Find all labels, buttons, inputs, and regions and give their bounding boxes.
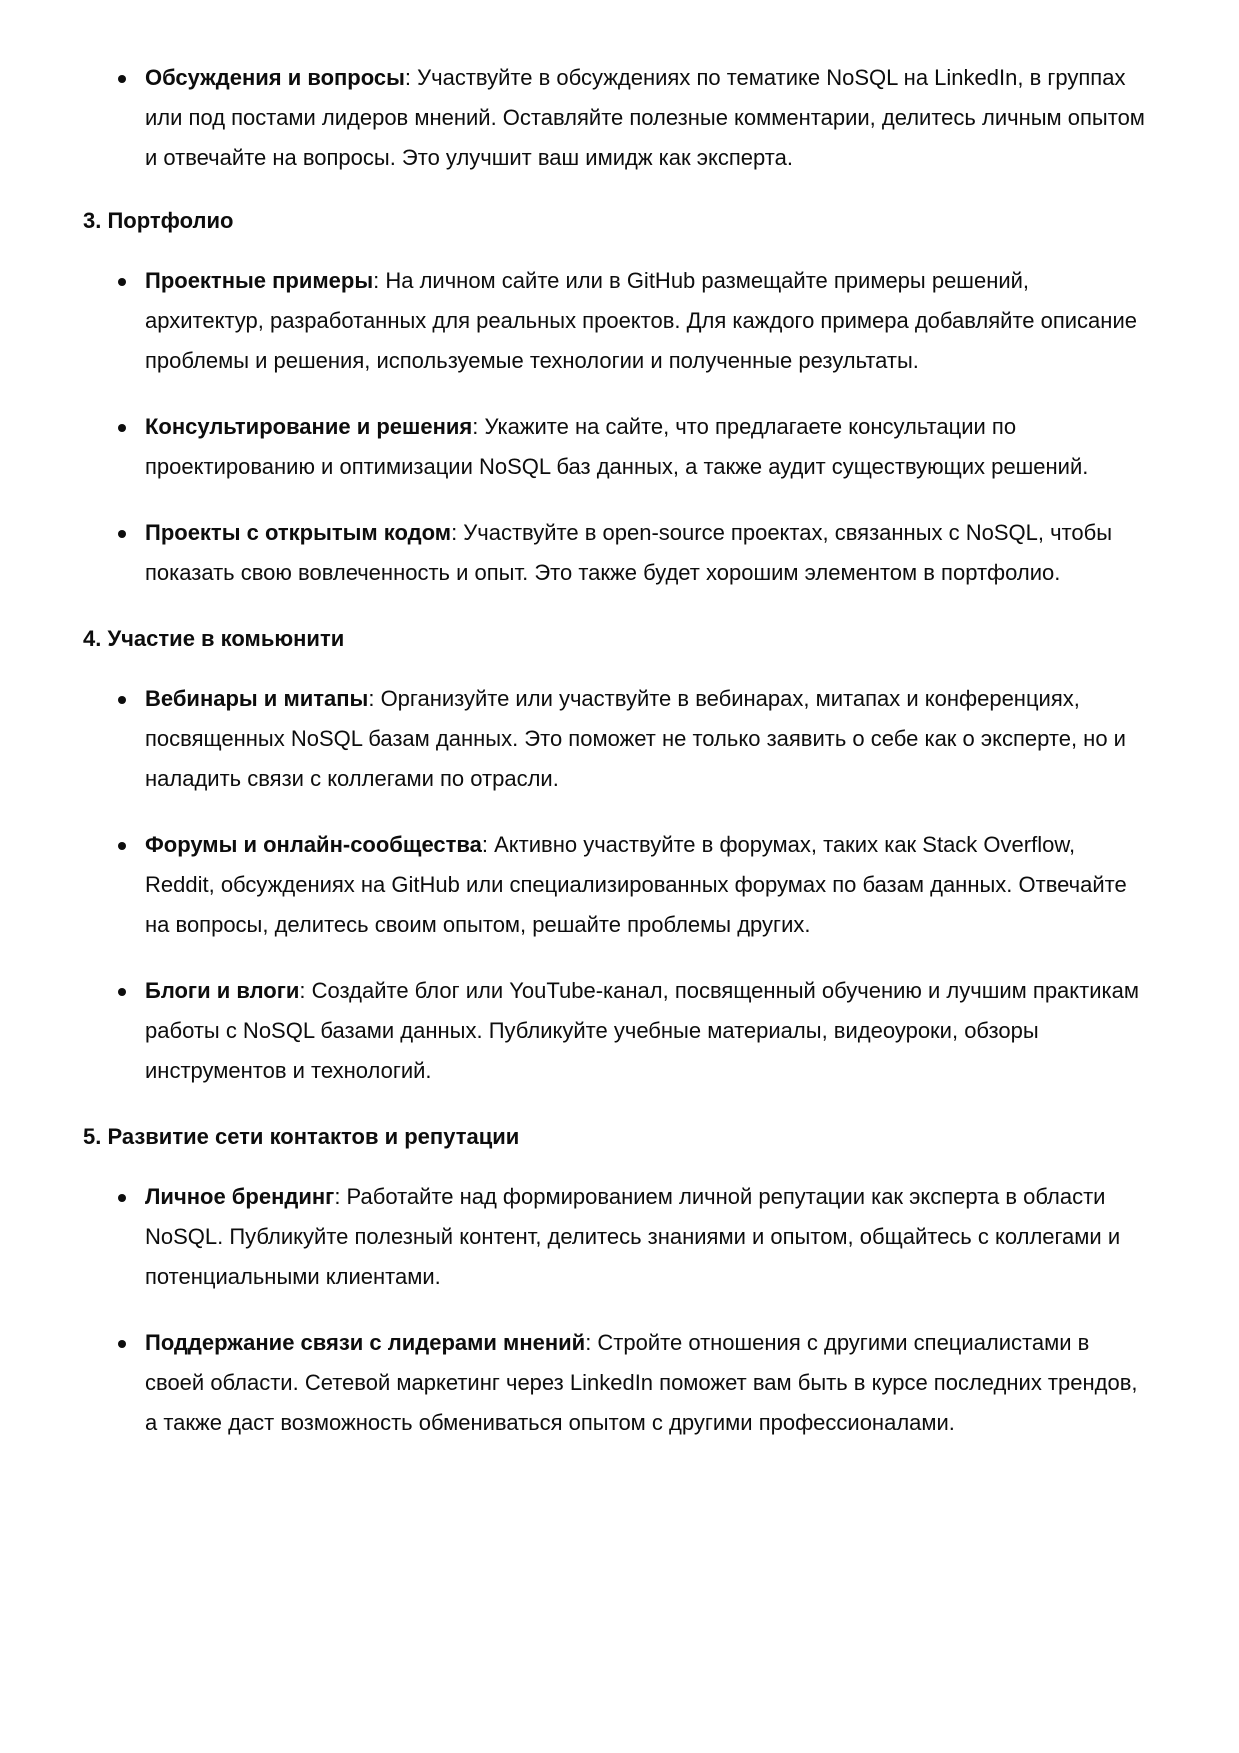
bullet-list <box>83 679 1158 1091</box>
item-term: Блоги и влоги <box>145 978 300 1003</box>
list-item <box>83 971 1145 1091</box>
bullet-icon <box>118 530 126 538</box>
bullet-icon <box>118 1194 126 1202</box>
section-heading: 4. Участие в комьюнити <box>83 626 345 651</box>
item-text: : Работайте над формированием личной репутации как эксперта в области NoSQL. Публикуйте полезный контент, делитесь знаниями и опытом, общайтесь с коллегами и потенциальными клиентами. <box>145 1184 1121 1289</box>
bullet-list <box>83 1177 1158 1443</box>
section-heading: 3. Портфолио <box>83 208 234 233</box>
item-text: : Стройте отношения с другими специалистами в своей области. Сетевой маркетинг через LinkedIn поможет вам быть в курсе последних трендов, а также даст возможность обмениваться опытом с другими профессионалами. <box>145 1330 1138 1435</box>
section-continuation <box>83 58 1158 178</box>
bullet-list <box>83 261 1158 593</box>
bullet-icon <box>118 278 126 286</box>
list-item <box>83 513 1145 593</box>
section-community <box>83 619 1158 1091</box>
item-text: : На личном сайте или в GitHub размещайте примеры решений, архитектур, разработанных для реальных проектов. Для каждого примера добавляйте описание проблемы и решения, используемые технологии и полученные результаты. <box>145 268 1137 373</box>
item-text: : Участвуйте в обсуждениях по тематике NoSQL на LinkedIn, в группах или под постами лидеров мнений. Оставляйте полезные комментарии, делитесь личным опытом и отвечайте на вопросы. Это улучшит ваш имидж как эксперта. <box>145 65 1145 170</box>
section-portfolio <box>83 201 1158 593</box>
section-network <box>83 1117 1158 1443</box>
list-item <box>83 261 1145 381</box>
item-term: Консультирование и решения <box>145 414 473 439</box>
bullet-icon <box>118 1340 126 1348</box>
item-term: Поддержание связи с лидерами мнений <box>145 1330 586 1355</box>
list-item <box>83 407 1145 487</box>
item-text: : Участвуйте в open-source проектах, связанных с NoSQL, чтобы показать свою вовлеченность и опыт. Это также будет хорошим элементом в портфолио. <box>145 520 1113 585</box>
item-term: Проектные примеры <box>145 268 374 293</box>
bullet-list <box>83 58 1158 178</box>
bullet-icon <box>118 842 126 850</box>
list-item <box>83 58 1145 178</box>
item-text: : Организуйте или участвуйте в вебинарах, митапах и конференциях, посвященных NoSQL базам данных. Это поможет не только заявить о себе как о эксперте, но и наладить связи с коллегами по отрасли. <box>145 686 1126 791</box>
item-text: : Создайте блог или YouTube-канал, посвященный обучению и лучшим практикам работы с NoSQL базами данных. Публикуйте учебные материалы, видеоуроки, обзоры инструментов и технологий. <box>145 978 1139 1083</box>
bullet-icon <box>118 75 126 83</box>
list-item <box>83 825 1145 945</box>
bullet-icon <box>118 696 126 704</box>
item-text: : Активно участвуйте в форумах, таких как Stack Overflow, Reddit, обсуждениях на GitHub или специализированных форумах по базам данных. Отвечайте на вопросы, делитесь своим опытом, решайте проблемы других. <box>145 832 1127 937</box>
item-term: Личное брендинг <box>145 1184 335 1209</box>
item-term: Проекты с открытым кодом <box>145 520 452 545</box>
item-term: Вебинары и митапы <box>145 686 369 711</box>
list-item <box>83 1177 1145 1297</box>
item-text: : Укажите на сайте, что предлагаете консультации по проектированию и оптимизации NoSQL баз данных, а также аудит существующих решений. <box>145 414 1089 479</box>
item-term: Форумы и онлайн-сообщества <box>145 832 482 857</box>
bullet-icon <box>118 988 126 996</box>
bullet-icon <box>118 424 126 432</box>
list-item <box>83 679 1145 799</box>
list-item <box>83 1323 1145 1443</box>
section-heading: 5. Развитие сети контактов и репутации <box>83 1124 520 1149</box>
item-term: Обсуждения и вопросы <box>145 65 405 90</box>
